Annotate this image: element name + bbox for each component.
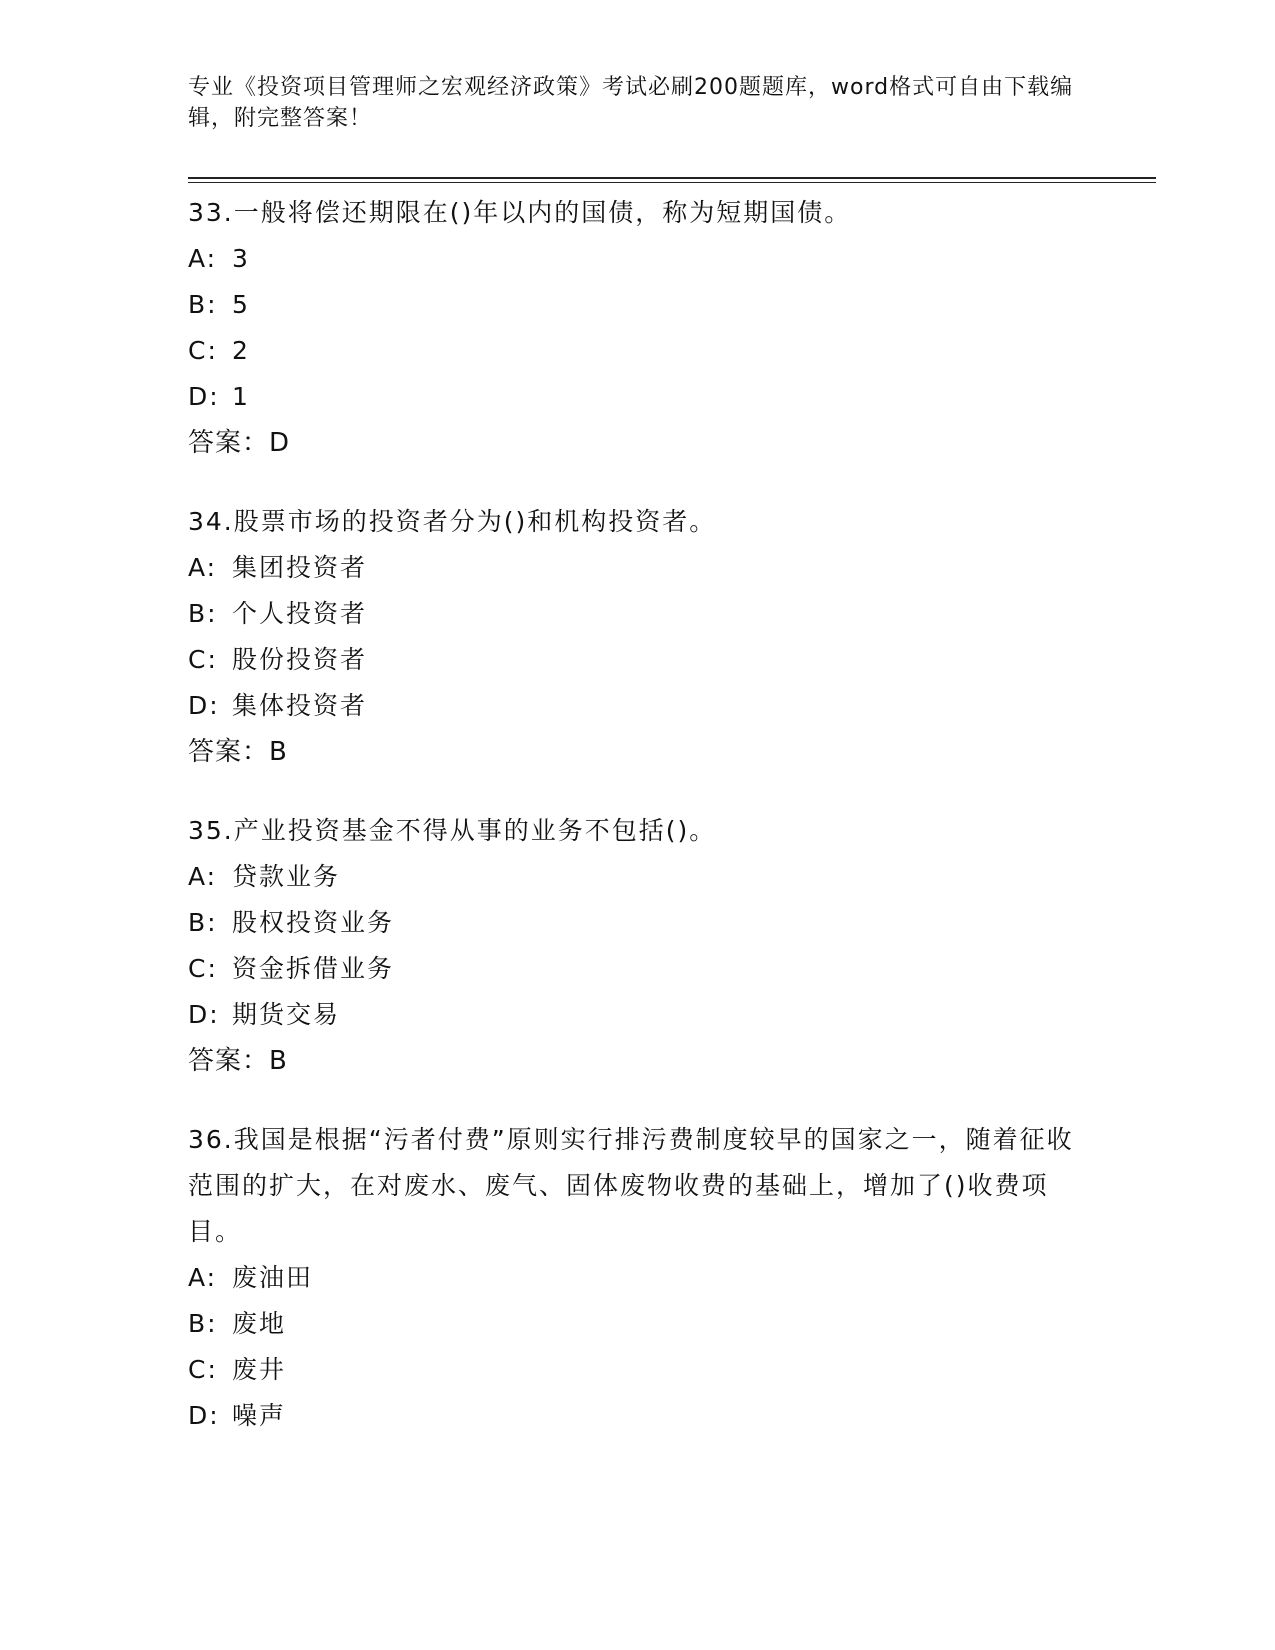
option-b [188,591,1088,637]
option-text: 废井 [232,1355,287,1384]
option-c [188,328,1088,374]
option-c [188,1347,1088,1393]
option-text: 废地 [232,1309,287,1338]
option-text: 集体投资者 [232,691,368,720]
header-divider-thin [188,182,1156,183]
option-a [188,854,1088,900]
option-b [188,1301,1088,1347]
question-block [188,808,1088,1084]
option-a [188,1255,1088,1301]
option-key: A: [188,553,218,582]
question-block [188,1117,1088,1439]
option-text: 期货交易 [232,1000,341,1029]
option-key: A: [188,1263,218,1292]
option-a [188,545,1088,591]
option-key: D: [188,382,220,411]
option-a [188,236,1088,282]
option-text: 个人投资者 [232,599,368,628]
option-c [188,637,1088,683]
option-text: 集团投资者 [232,553,368,582]
option-key: A: [188,244,218,273]
option-key: C: [188,954,218,983]
option-d [188,1393,1088,1439]
option-text: 1 [232,382,250,411]
option-c [188,946,1088,992]
question-stem: 35.产业投资基金不得从事的业务不包括()。 [188,816,717,845]
answer-line: 答案：B [188,737,288,767]
option-b [188,282,1088,328]
question-stem: 36.我国是根据“污者付费”原则实行排污费制度较早的国家之一，随着征收范围的扩大，在对废水、废气、固体废物收费的基础上，增加了()收费项目。 [188,1125,1074,1246]
option-text: 贷款业务 [232,862,341,891]
question-list [188,190,1088,1472]
option-text: 股份投资者 [232,645,368,674]
option-text: 3 [232,244,250,273]
option-text: 5 [232,290,250,319]
option-text: 废油田 [232,1263,314,1292]
option-d [188,992,1088,1038]
option-text: 2 [232,336,250,365]
option-key: D: [188,1401,220,1430]
header-divider-thick [188,177,1156,179]
option-text: 股权投资业务 [232,908,395,937]
option-d [188,683,1088,729]
option-key: B: [188,908,218,937]
option-text: 噪声 [232,1401,287,1430]
question-stem: 33.一般将偿还期限在()年以内的国债，称为短期国债。 [188,198,852,227]
answer-line: 答案：B [188,1046,288,1076]
option-key: B: [188,1309,218,1338]
option-key: D: [188,1000,220,1029]
option-key: A: [188,862,218,891]
document-header: 专业《投资项目管理师之宏观经济政策》考试必刷200题题库，word格式可自由下载编辑，附完整答案！ [188,75,1074,131]
answer-line: 答案：D [188,428,291,458]
option-key: D: [188,691,220,720]
option-text: 资金拆借业务 [232,954,395,983]
question-stem: 34.股票市场的投资者分为()和机构投资者。 [188,507,717,536]
option-b [188,900,1088,946]
question-block [188,190,1088,466]
option-d [188,374,1088,420]
option-key: B: [188,599,218,628]
option-key: C: [188,336,218,365]
option-key: B: [188,290,218,319]
option-key: C: [188,645,218,674]
question-block [188,499,1088,775]
option-key: C: [188,1355,218,1384]
